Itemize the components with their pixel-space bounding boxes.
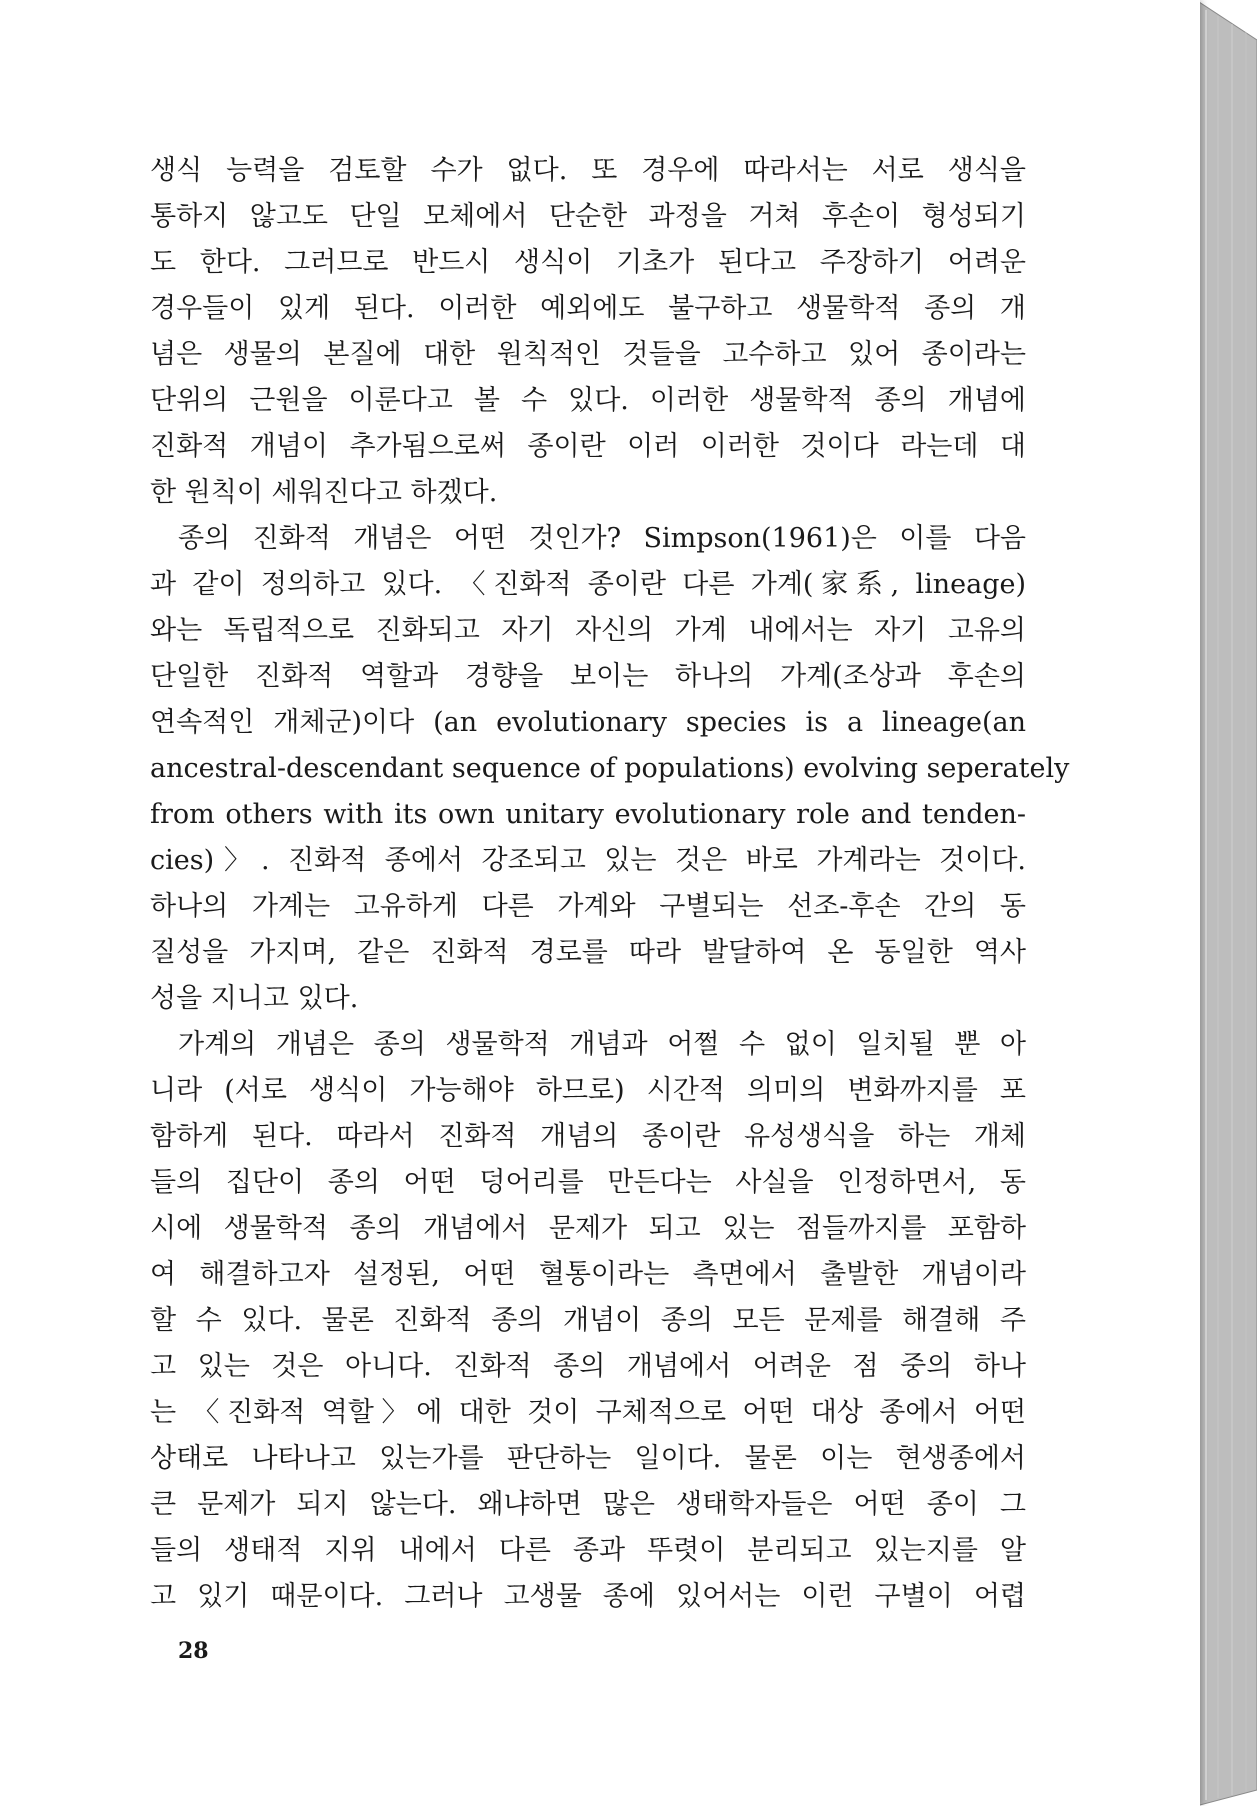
text-line: 성을 지니고 있다. (150, 983, 359, 1014)
text-line: from others with its own unitary evolutionary role and tenden- (150, 799, 1026, 830)
text-line: 통하지 않고도 단일 모체에서 단순한 과정을 거쳐 후손이 형성되기 (150, 201, 1026, 232)
text-line: 는 〈진화적 역할〉에 대한 것이 구체적으로 어떤 대상 종에서 어떤 (150, 1397, 1026, 1428)
text-line: 한 원칙이 세워진다고 하겠다. (150, 477, 498, 508)
body-text (150, 148, 1070, 1620)
text-line: 고 있는 것은 아니다. 진화적 종의 개념에서 어려운 점 중의 하나 (150, 1351, 1026, 1382)
text-line: 함하게 된다. 따라서 진화적 개념의 종이란 유성생식을 하는 개체 (150, 1121, 1026, 1152)
text-line: 들의 집단이 종의 어떤 덩어리를 만든다는 사실을 인정하면서, 동 (150, 1167, 1026, 1198)
text-line: 단일한 진화적 역할과 경향을 보이는 하나의 가계(조상과 후손의 (150, 661, 1026, 692)
text-line: 진화적 개념이 추가됨으로써 종이란 이러 이러한 것이다 라는데 대 (150, 431, 1026, 462)
text-line: 단위의 근원을 이룬다고 볼 수 있다. 이러한 생물학적 종의 개념에 (150, 385, 1026, 416)
text-line: 질성을 가지며, 같은 진화적 경로를 따라 발달하여 온 동일한 역사 (150, 937, 1026, 968)
text-line: 경우들이 있게 된다. 이러한 예외에도 불구하고 생물학적 종의 개 (150, 293, 1026, 324)
text-line: 큰 문제가 되지 않는다. 왜냐하면 많은 생태학자들은 어떤 종이 그 (150, 1489, 1026, 1520)
text-line: 가계의 개념은 종의 생물학적 개념과 어쩔 수 없이 일치될 뿐 아 (178, 1029, 1026, 1060)
text-line: 하나의 가계는 고유하게 다른 가계와 구별되는 선조-후손 간의 동 (150, 891, 1026, 922)
page-number: 28 (178, 1638, 209, 1664)
text-line: 시에 생물학적 종의 개념에서 문제가 되고 있는 점들까지를 포함하 (150, 1213, 1026, 1244)
page-edge (1196, 0, 1257, 1806)
text-line: 상태로 나타나고 있는가를 판단하는 일이다. 물론 이는 현생종에서 (150, 1443, 1026, 1474)
text-line: 여 해결하고자 설정된, 어떤 혈통이라는 측면에서 출발한 개념이라 (150, 1259, 1026, 1290)
text-line: 과 같이 정의하고 있다. 〈진화적 종이란 다른 가계(家系, lineage) (150, 569, 1026, 600)
text-line: 니라 (서로 생식이 가능해야 하므로) 시간적 의미의 변화까지를 포 (150, 1075, 1026, 1106)
text-line: 와는 독립적으로 진화되고 자기 자신의 가계 내에서는 자기 고유의 (150, 615, 1026, 646)
text-line: 생식 능력을 검토할 수가 없다. 또 경우에 따라서는 서로 생식을 (150, 155, 1026, 186)
text-line: cies)〉. 진화적 종에서 강조되고 있는 것은 바로 가계라는 것이다. (150, 845, 1026, 876)
text-line: 할 수 있다. 물론 진화적 종의 개념이 종의 모든 문제를 해결해 주 (150, 1305, 1026, 1336)
text-line: 념은 생물의 본질에 대한 원칙적인 것들을 고수하고 있어 종이라는 (150, 339, 1026, 370)
text-line: 고 있기 때문이다. 그러나 고생물 종에 있어서는 이런 구별이 어렵 (150, 1581, 1026, 1612)
text-line: 종의 진화적 개념은 어떤 것인가? Simpson(1961)은 이를 다음 (178, 523, 1026, 554)
text-line: 들의 생태적 지위 내에서 다른 종과 뚜렷이 분리되고 있는지를 알 (150, 1535, 1026, 1566)
text-line: 도 한다. 그러므로 반드시 생식이 기초가 된다고 주장하기 어려운 (150, 247, 1026, 278)
text-line: ancestral-descendant sequence of populations) evolving seperately (150, 753, 1070, 784)
text-line: 연속적인 개체군)이다 (an evolutionary species is a lineage(an (150, 707, 1026, 738)
